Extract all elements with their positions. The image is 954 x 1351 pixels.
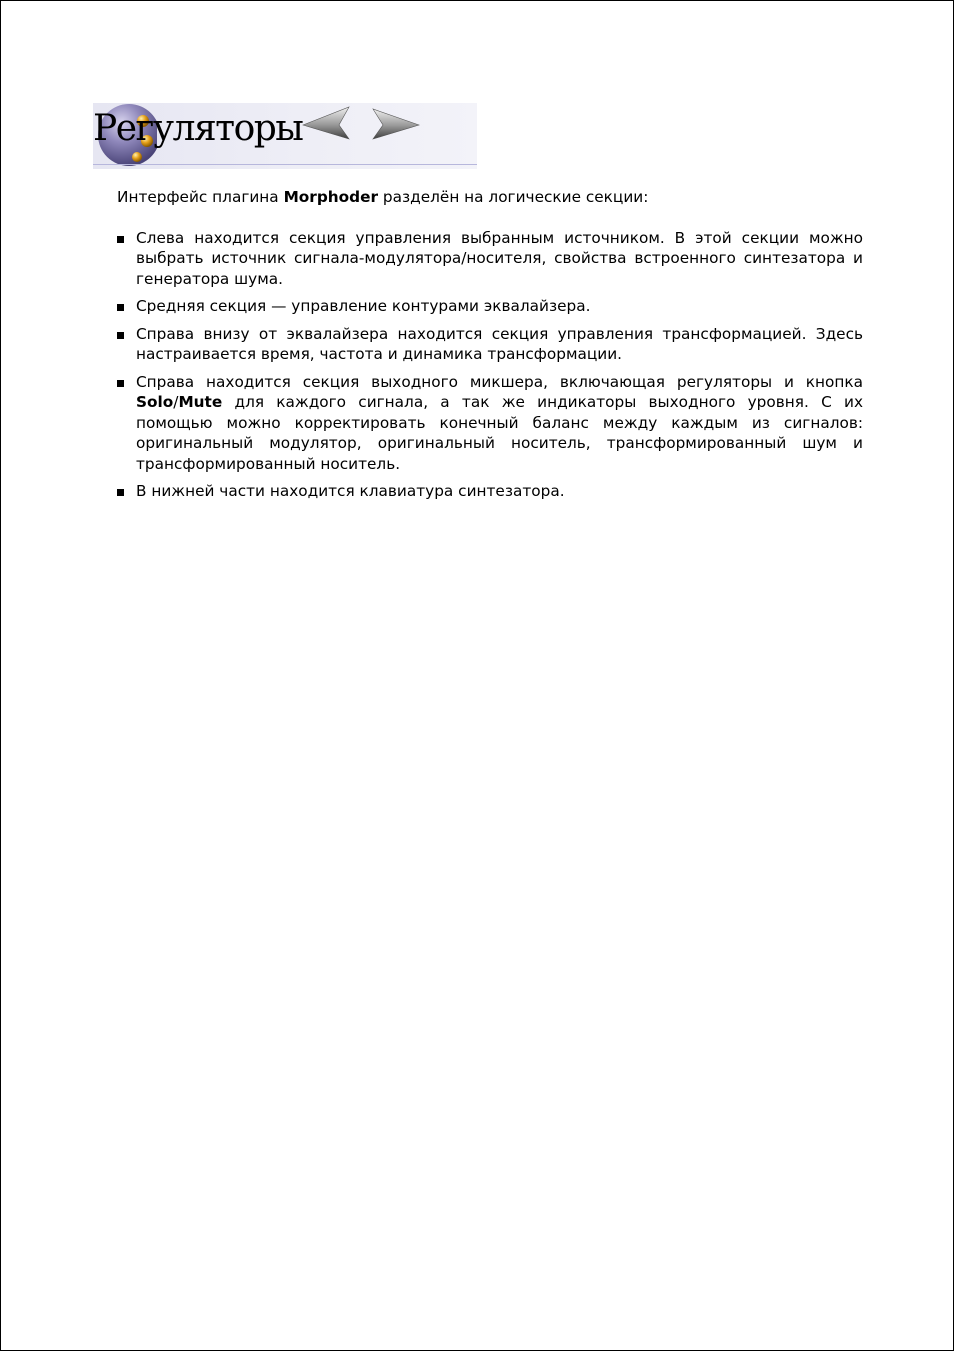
intro-text: Интерфейс плагина [117, 188, 284, 206]
plugin-name: Morphoder [283, 188, 379, 206]
mute-label: Mute [178, 393, 223, 411]
intro-text-end: разделён на логические секции: [378, 188, 649, 206]
list-item-text: Слева находится секция управления выбранным источником. В этой секции можно выбрать источник сигнала-модулятора/носителя, свойства встроенного синтезатора и генератора шума. [136, 228, 863, 288]
page-title: Регуляторы [93, 108, 303, 149]
list-item-text: Справа находится секция выходного микшера, включающая регуляторы и кнопка [136, 372, 863, 391]
solo-label: Solo [136, 393, 174, 411]
bullet-square-icon [117, 304, 124, 311]
list-item-text: Справа внизу от эквалайзера находится секция управления трансформацией. Здесь настраивается время, частота и динамика трансформации. [136, 324, 863, 363]
header-underline [93, 164, 477, 165]
bullet-square-icon [117, 380, 124, 387]
main-content [117, 187, 863, 509]
bullet-square-icon [117, 236, 124, 243]
list-item [117, 372, 863, 475]
arrow-right-icon[interactable] [371, 105, 423, 143]
intro-paragraph [117, 187, 863, 208]
list-item [117, 324, 863, 365]
list-item [117, 481, 863, 502]
list-item-text-end: для каждого сигнала, а так же индикаторы выходного уровня. С их помощью можно корректировать конечный баланс между каждым из сигналов: оригинальный модулятор, оригинальный носитель, трансформированный шум и трансформированный носитель. [136, 393, 863, 473]
list-item-text: В нижней части находится клавиатура синтезатора. [136, 482, 565, 500]
section-header-banner [93, 103, 477, 169]
bullet-square-icon [117, 489, 124, 496]
list-item-text: Средняя секция — управление контурами эквалайзера. [136, 297, 591, 315]
arrow-left-icon[interactable] [299, 105, 351, 143]
bullet-square-icon [117, 332, 124, 339]
slash-separator: / [173, 393, 179, 411]
list-item [117, 296, 863, 317]
sections-list [117, 228, 863, 502]
list-item [117, 228, 863, 290]
